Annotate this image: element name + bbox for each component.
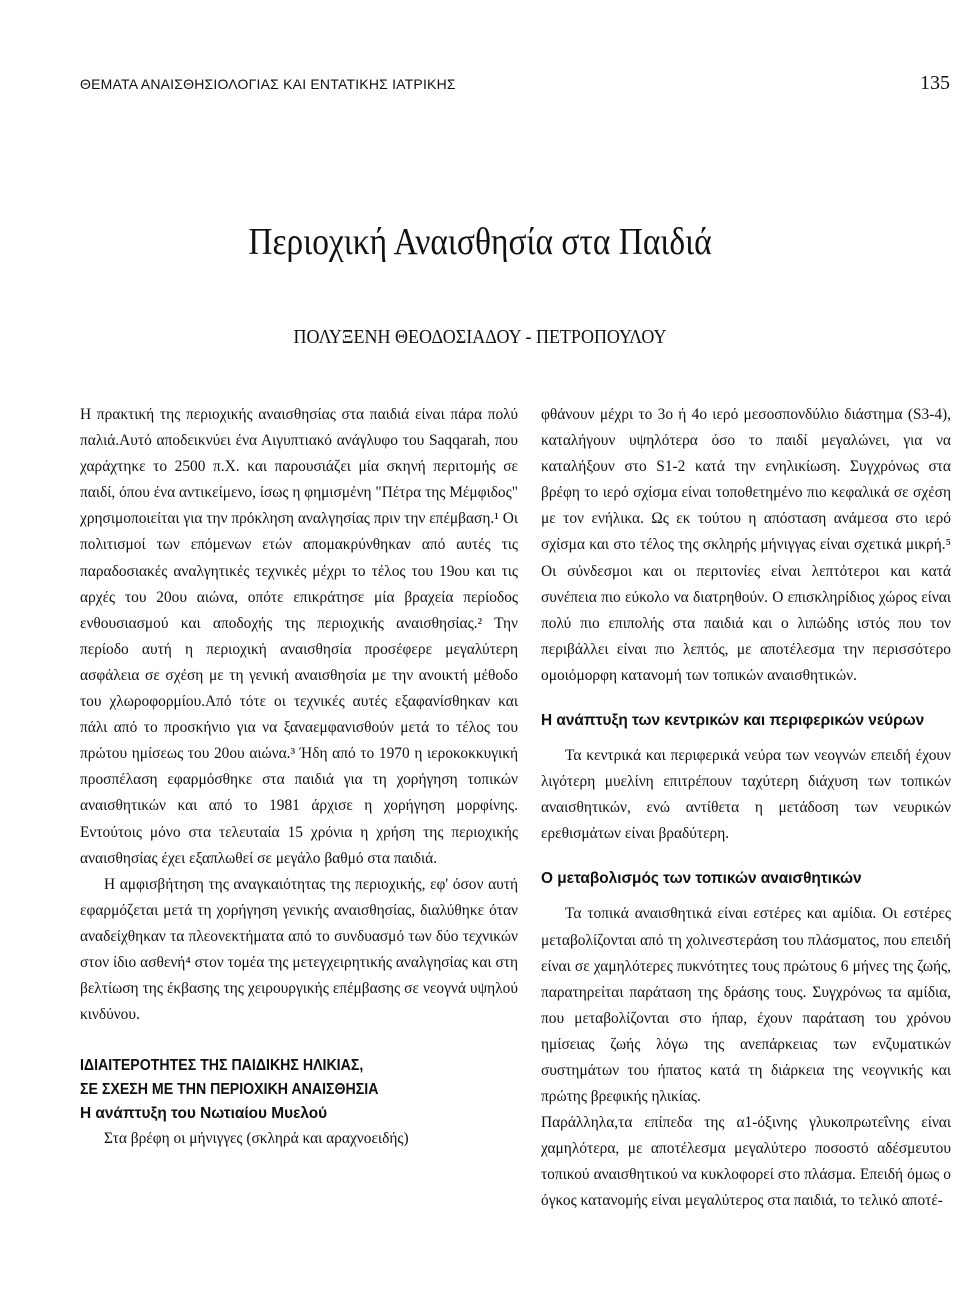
section-heading-line1: ΙΔΙΑΙΤΕΡΟΤΗΤΕΣ ΤΗΣ ΠΑΙΔΙΚΗΣ ΗΛΙΚΙΑΣ, [80,1057,364,1075]
journal-title: ΘΕΜΑΤΑ ΑΝΑΙΣΘΗΣΙΟΛΟΓΙΑΣ ΚΑΙ ΕΝΤΑΤΙΚΗΣ ΙΑΤΡΙΚΗΣ [80,76,456,92]
right-column [541,402,951,1215]
nerves-paragraph: Τα κεντρικά και περιφερικά νεύρα των νεογνών επειδή έχουν λιγότερη μυελίνη επιτρέπουν ταχύτερη διάχυση των τοπικών αναισθητικών, ενώ αντίθετα η μετάδοση των νευρικών ερεθισμάτων είναι βραδύτερη. [541,747,951,843]
article-author: ΠΟΛΥΞΕΝΗ ΘΕΟΔΟΣΙΑΔΟΥ - ΠΕΤΡΟΠΟΥΛΟΥ [293,326,667,348]
metabolism-paragraph-2: Παράλληλα,τα επίπεδα της α1-όξινης γλυκοπρωτεΐνης είναι χαμηλότερα, με αποτέλεσμα μεγαλύτερο ποσοστό αδέσμευτου τοπικού αναισθητικού να κυκλοφορεί στο πλάσμα. Επειδή όμως ο όγκος κατανομής είναι μεγαλύτερος στα παιδιά, το τελικό αποτέ- [541,1114,951,1210]
subheading-nerves: Η ανάπτυξη των κεντρικών και περιφερικών νεύρων [541,712,925,730]
subheading-spinal-cord: Η ανάπτυξη του Νωτιαίου Μυελού [80,1105,328,1123]
intro-paragraph: Η πρακτική της περιοχικής αναισθησίας στα παιδιά είναι πάρα πολύ παλιά.Αυτό αποδεικνύει ένα Αιγυπτιακό ανάγλυφο του Saqqarah, που χαράχτηκε το 2500 π.Χ. και παρουσιάζει μία σκηνή περιτομής σε παιδί, όπου ένα αντικείμενο, ίσως η φημισμένη "Πέτρα της Μέμφιδος" χρησιμοποιείται για την πρόκληση αναλγησίας πριν την επέμβαση.¹ Οι πολιτισμοί των επόμενων ετών απομακρύνθηκαν από αυτές τις παραδοσιακές αναλγητικές τεχνικές μέχρι το τέλος του 19ου και τις αρχές του 20ου αιώνα, οπότε επικράτησε μία βραχεία περίοδος ενθουσιασμού και αποδοχής της περιοχικής αναισθησίας.² Την περίοδο αυτή η περιοχική αναισθησία προσέφερε μεγαλύτερη ασφάλεια σε σχέση με τη γενική αναισθησία με την ανοικτή μέθοδο του χλωροφορμίου.Από τότε οι τεχνικές αυτές εξαφανίσθηκαν και πάλι από το προσκήνιο για να ξαναεμφανισθούν μετά το τέλος του πρώτου ημίσεως του 20ου αιώνα.³ Ήδη από το 1970 η ιεροκοκκυγική προσπέλαση εφαρμόσθηκε στα παιδιά για τη χορήγηση τοπικών αναισθητικών και από το 1981 άρχισε η χορήγηση μορφίνης. Εντούτοις μόνο στα τελευταία 15 χρόνια η χρήση της περιοχικής αναισθησίας έχει εξαπλωθεί σε μεγάλο βαθμό στα παιδιά. [80,406,518,867]
article-title: Περιοχική Αναισθησία στα Παιδιά [248,221,712,263]
left-column [80,402,518,1152]
second-paragraph: Η αμφισβήτηση της αναγκαιότητας της περιοχικής, εφ' όσον αυτή εφαρμόζεται μετά τη χορήγηση γενικής αναισθησίας, διαλύθηκε όταν αναδείχθηκαν τα πλεονεκτήματα από το συνδυασμό των δύο τεχνικών στον ίδιο ασθενή⁴ στον τομέα της μετεγχειρητικής αναλγησίας και στη βελτίωση της έκβασης της χειρουργικής επέμβασης σε νεογνά υψηλού κινδύνου. [80,875,518,1024]
subheading-metabolism: Ο μεταβολισμός των τοπικών αναισθητικών [541,870,862,888]
page-number: 135 [920,72,950,94]
spinal-cord-paragraph: Στα βρέφη οι μήνιγγες (σκληρά και αραχνοειδής) [104,1130,409,1148]
section-heading-line2: ΣΕ ΣΧΕΣΗ ΜΕ ΤΗΝ ΠΕΡΙΟΧΙΚΗ ΑΝΑΙΣΘΗΣΙΑ [80,1081,379,1099]
running-header [80,72,950,96]
continuation-paragraph: φθάνουν μέχρι το 3ο ή 4ο ιερό μεσοσπονδύλιο διάστημα (S3-4), καταλήγουν υψηλότερα όσο το παιδί μεγαλώνει, για να καταλήξουν στο S1-2 κατά την ενηλικίωση. Συγχρόνως στα βρέφη το ιερό σχίσμα είναι τοποθετημένο πιο κεφαλικά σε σχέση με τον ενήλικα. Ως εκ τούτου η απόσταση ανάμεσα στο ιερό σχίσμα και στο τέλος της σκληρής μήνιγγας είναι σχετικά μικρή.⁵ Οι σύνδεσμοι και οι περιτονίες είναι λεπτότεροι και κατά συνέπεια πιο εύκολο να διατρηθούν. Ο επισκληρίδιος χώρος είναι πολύ πιο επιπολής στα παιδιά και ο λιπώδης ιστός που τον περιβάλλει είναι πιο λεπτός, με αποτέλεσμα την περισσότερο ομοιόμορφη κατανομή των τοπικών αναισθητικών. [541,406,951,684]
metabolism-paragraph-1: Τα τοπικά αναισθητικά είναι εστέρες και αμίδια. Οι εστέρες μεταβολίζονται από τη χολινεστεράση του πλάσματος, που επειδή είναι σε χαμηλότερες πυκνότητες τους πρώτους 6 μήνες της ζωής, παρατηρείται παράταση της δράσης τους. Συγχρόνως τα αμίδια, που μεταβολίζονται στο ήπαρ, έχουν παράταση του χρόνου ημίσειας ζωής λόγω της ανεπάρκειας των ενζυματικών συστημάτων του ήπατος κατά τη διάρκεια της νεογνικής και πρώτης βρεφικής ηλικίας. [541,905,951,1106]
